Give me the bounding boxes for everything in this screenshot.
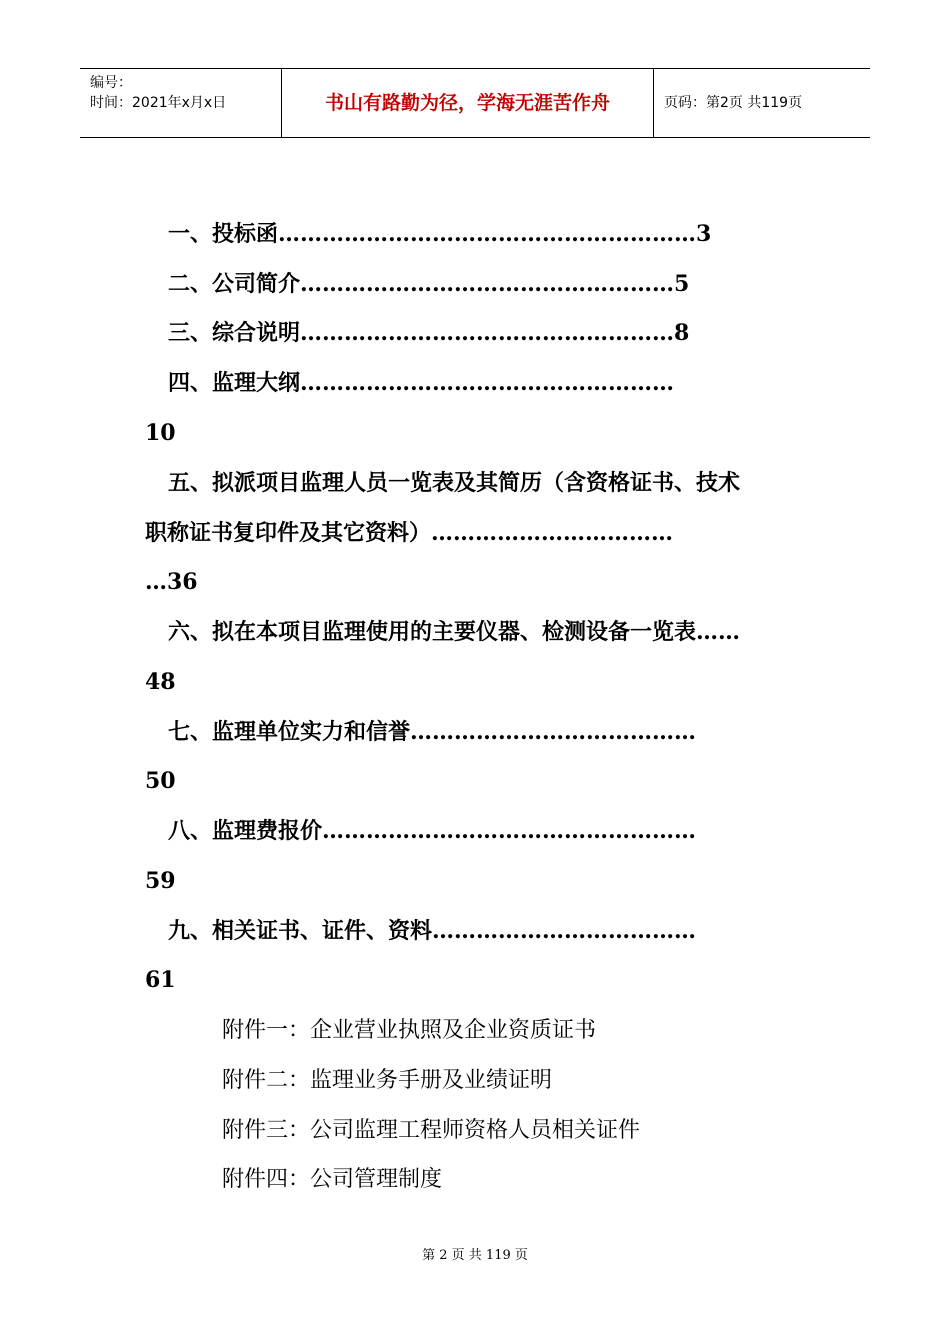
toc-entry-8-page[interactable]: 59 [145, 868, 176, 894]
toc-entry-5-cont[interactable]: 职称证书复印件及其它资料）…………………………… [145, 520, 674, 546]
page-header [80, 68, 870, 138]
header-meta [80, 69, 282, 137]
toc-entry-2[interactable]: 二、公司简介……………………………………………5 [168, 271, 690, 297]
attachment-2: 附件二：监理业务手册及业绩证明 [222, 1068, 553, 1093]
toc-entry-4-page[interactable]: 10 [145, 420, 176, 446]
toc-entry-5-page[interactable]: …36 [145, 569, 198, 595]
toc-entry-9-page[interactable]: 61 [145, 967, 176, 993]
attachment-1: 附件一：企业营业执照及企业资质证书 [222, 1018, 597, 1043]
toc-entry-5[interactable]: 五、拟派项目监理人员一览表及其简历（含资格证书、技术 [168, 470, 741, 496]
toc-entry-9[interactable]: 九、相关证书、证件、资料……………………………… [168, 918, 697, 944]
toc-entry-1[interactable]: 一、投标函…………………………………………………3 [168, 221, 712, 247]
toc-entry-3[interactable]: 三、综合说明……………………………………………8 [168, 320, 690, 346]
header-motto: 书山有路勤为径，学海无涯苦作舟 [282, 69, 654, 137]
toc-entry-6[interactable]: 六、拟在本项目监理使用的主要仪器、检测设备一览表…… [168, 619, 741, 645]
toc-entry-4[interactable]: 四、监理大纲…………………………………………… [168, 370, 675, 396]
toc-entry-7-page[interactable]: 50 [145, 768, 176, 794]
toc-entry-8[interactable]: 八、监理费报价…………………………………………… [168, 818, 697, 844]
doc-time: 时间：2021年x月x日 [90, 95, 227, 111]
header-page-info: 页码：第2页 共119页 [664, 95, 803, 111]
attachment-4: 附件四：公司管理制度 [222, 1167, 443, 1192]
attachment-3: 附件三：公司监理工程师资格人员相关证件 [222, 1118, 641, 1143]
toc-entry-6-page[interactable]: 48 [145, 669, 176, 695]
page-footer: 第 2 页 共 119 页 [422, 1248, 528, 1263]
toc-entry-7[interactable]: 七、监理单位实力和信誉………………………………… [168, 719, 697, 745]
doc-number: 编号： [90, 75, 132, 91]
